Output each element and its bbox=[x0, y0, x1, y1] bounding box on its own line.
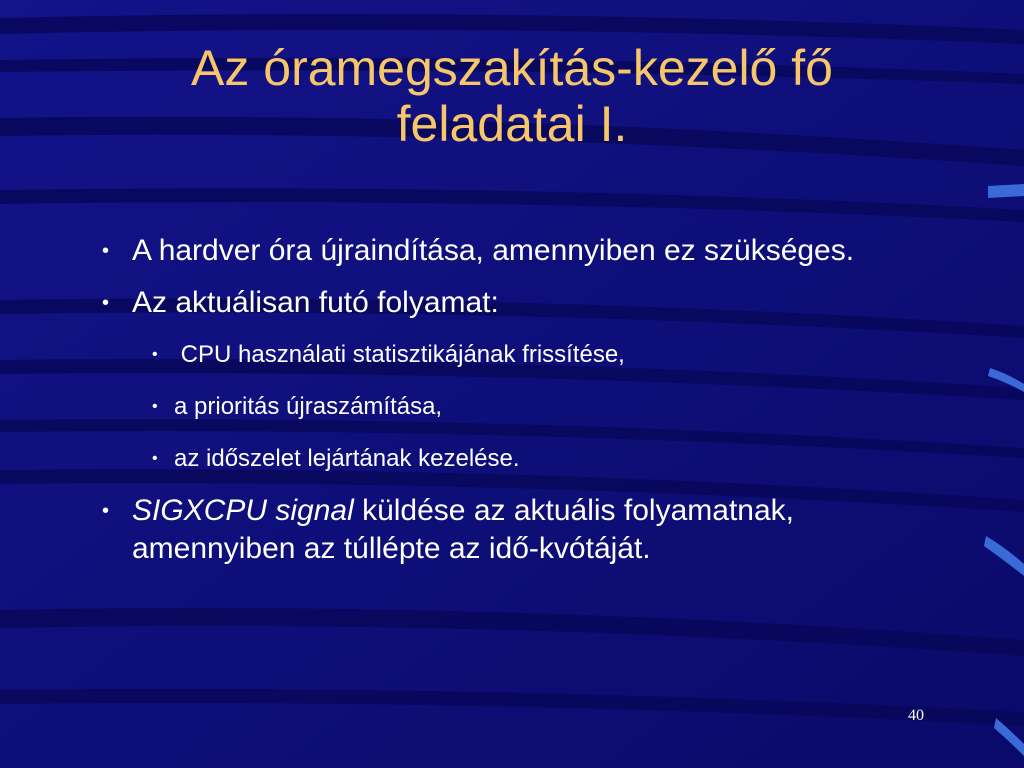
bullet-item-1 bbox=[100, 232, 920, 270]
signal-name: SIGXCPU signal bbox=[132, 494, 354, 527]
bullet-text: A hardver óra újraindítása, amennyiben ez szükséges. bbox=[132, 234, 855, 267]
bullet-list bbox=[100, 232, 920, 568]
sub-bullet-text: az időszelet lejártának kezelése. bbox=[174, 445, 520, 472]
slide-title-line-2: feladatai I. bbox=[396, 96, 628, 152]
bullet-item-2 bbox=[100, 284, 920, 322]
sub-bullet-item-1 bbox=[100, 340, 920, 370]
sub-bullet-item-3 bbox=[100, 444, 920, 474]
sub-bullet-item-2 bbox=[100, 392, 920, 422]
sub-bullet-icon: • bbox=[152, 346, 158, 363]
bullet-icon: • bbox=[102, 292, 110, 314]
bullet-icon: • bbox=[102, 240, 110, 262]
slide-title bbox=[40, 40, 984, 152]
sub-bullet-icon: • bbox=[152, 450, 158, 467]
bullet-icon: • bbox=[102, 500, 110, 522]
sub-bullet-icon: • bbox=[152, 398, 158, 415]
bullet-item-3 bbox=[100, 492, 920, 568]
sub-bullet-text: CPU használati statisztikájának frissítése, bbox=[174, 341, 625, 368]
bullet-text: Az aktuálisan futó folyamat: bbox=[132, 286, 499, 319]
page-number: 40 bbox=[908, 707, 924, 724]
bullet-text: küldése az aktuális folyamatnak, amennyiben az túllépte az idő-kvótáját. bbox=[132, 494, 794, 565]
slide-title-line-1: Az óramegszakítás-kezelő fő bbox=[191, 40, 833, 96]
sub-bullet-text: a prioritás újraszámítása, bbox=[174, 393, 443, 420]
